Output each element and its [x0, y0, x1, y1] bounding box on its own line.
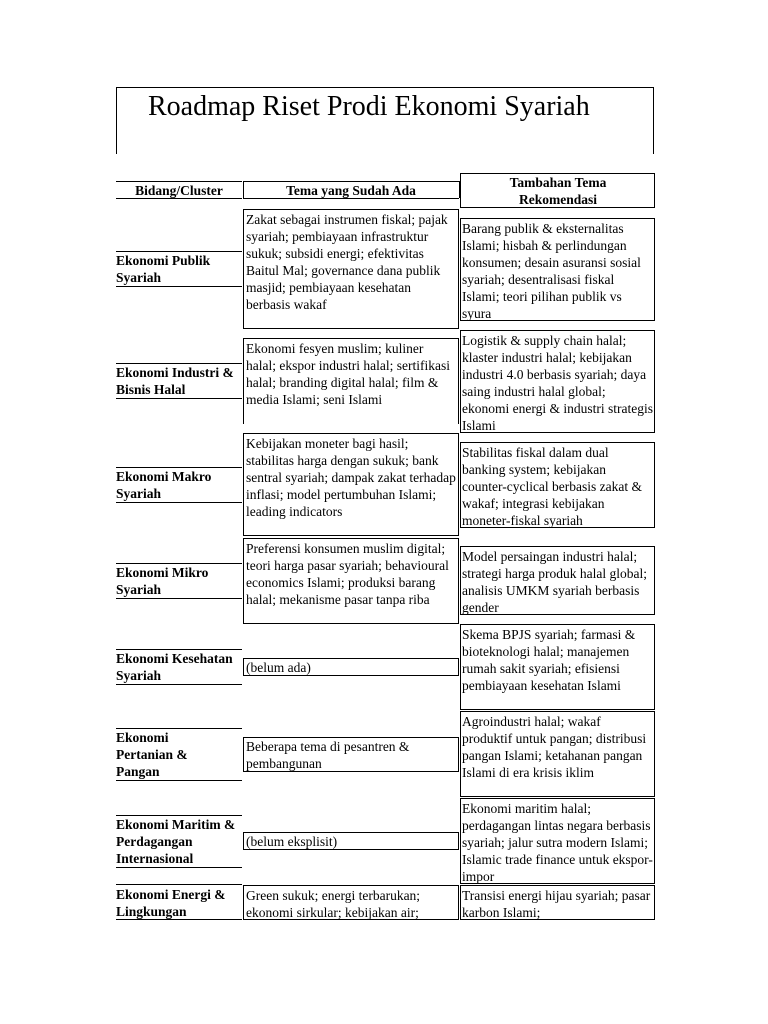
- page-title: Roadmap Riset Prodi Ekonomi Syariah: [148, 91, 590, 122]
- cluster-label: Ekonomi Industri & Bisnis Halal: [116, 365, 234, 397]
- cluster-label: Ekonomi Publik Syariah: [116, 253, 211, 285]
- cluster-label: Ekonomi Makro Syariah: [116, 469, 212, 501]
- recommended-theme-cell: [460, 442, 655, 528]
- cluster-label: Ekonomi Energi & Lingkungan: [116, 887, 226, 919]
- existing-theme-cell: [243, 885, 459, 920]
- existing-theme-cell: [243, 209, 459, 329]
- header-recommended: Tambahan Tema Rekomendasi: [509, 175, 607, 207]
- recommended-theme-cell: [460, 624, 655, 710]
- existing-theme-cell: [243, 338, 459, 424]
- recommended-theme-text: Agroindustri halal; wakaf produktif untuk pangan; distribusi pangan Islami; ketahanan pangan Islami di era krisis iklim: [462, 714, 647, 780]
- recommended-theme-cell: [460, 546, 655, 615]
- recommended-theme-cell: [460, 218, 655, 321]
- existing-theme-text: Green sukuk; energi terbarukan; ekonomi sirkular; kebijakan air;: [246, 888, 421, 920]
- existing-theme-text: (belum eksplisit): [246, 834, 338, 849]
- recommended-theme-cell: [460, 330, 655, 433]
- existing-theme-cell: [243, 658, 459, 676]
- existing-theme-text: (belum ada): [246, 660, 311, 675]
- recommended-theme-cell: [460, 885, 655, 920]
- cluster-label: Ekonomi Mikro Syariah: [116, 565, 209, 597]
- existing-theme-cell: [243, 433, 459, 536]
- header-cluster: Bidang/Cluster: [135, 183, 223, 198]
- recommended-theme-text: Skema BPJS syariah; farmasi & bioteknologi halal; manajemen rumah sakit syariah; efisiensi pembiayaan kesehatan Islami: [462, 627, 636, 693]
- title-box: [116, 87, 654, 154]
- header-existing: Tema yang Sudah Ada: [286, 183, 416, 198]
- existing-theme-text: Zakat sebagai instrumen fiskal; pajak syariah; pembiayaan infrastruktur sukuk; subsidi energi; efektivitas Baitul Mal; governance dana publik masjid; pembiayaan kesehatan berbasis wakaf: [246, 212, 448, 312]
- existing-theme-text: Ekonomi fesyen muslim; kuliner halal; ekspor industri halal; sertifikasi halal; branding digital halal; film & media Islami; seni Islami: [246, 341, 450, 407]
- recommended-theme-text: Barang publik & eksternalitas Islami; hisbah & perlindungan konsumen; desain asuransi sosial syariah; desentralisasi fiskal Islami; teori pilihan publik vs syura: [462, 221, 641, 321]
- recommended-theme-text: Stabilitas fiskal dalam dual banking system; kebijakan counter-cyclical berbasis zakat & wakaf; integrasi kebijakan moneter-fiskal syariah: [462, 445, 643, 528]
- recommended-theme-cell: [460, 711, 655, 797]
- recommended-theme-text: Model persaingan industri halal; strategi harga produk halal global; analisis UMKM syariah berbasis gender: [462, 549, 647, 615]
- recommended-theme-text: Logistik & supply chain halal; klaster industri halal; kebijakan industri 4.0 berbasis syariah; daya saing industri halal global; ekonomi energi & industri strategis Islami: [462, 333, 653, 433]
- existing-theme-text: Preferensi konsumen muslim digital; teori harga pasar syariah; behavioural economics Islami; produksi barang halal; mekanisme pasar tanpa riba: [246, 541, 449, 607]
- existing-theme-text: Kebijakan moneter bagi hasil; stabilitas harga dengan sukuk; bank sentral syariah; dampak zakat terhadap inflasi; model pertumbuhan Islami; leading indicators: [246, 436, 456, 519]
- existing-theme-cell: [243, 538, 459, 624]
- existing-theme-cell: [243, 737, 459, 772]
- existing-theme-text: Beberapa tema di pesantren & pembangunan: [246, 739, 410, 771]
- existing-theme-cell: [243, 832, 459, 850]
- cluster-label: Ekonomi Kesehatan Syariah: [116, 651, 233, 683]
- recommended-theme-text: Ekonomi maritim halal; perdagangan lintas negara berbasis syariah; jalur sutra modern Islami; Islamic trade finance untuk ekspor-impor: [462, 801, 653, 884]
- recommended-theme-text: Transisi energi hijau syariah; pasar karbon Islami;: [462, 888, 651, 920]
- cluster-label: Ekonomi Pertanian & Pangan: [116, 730, 188, 779]
- recommended-theme-cell: [460, 798, 655, 884]
- cluster-label: Ekonomi Maritim & Perdagangan Internasional: [116, 817, 236, 866]
